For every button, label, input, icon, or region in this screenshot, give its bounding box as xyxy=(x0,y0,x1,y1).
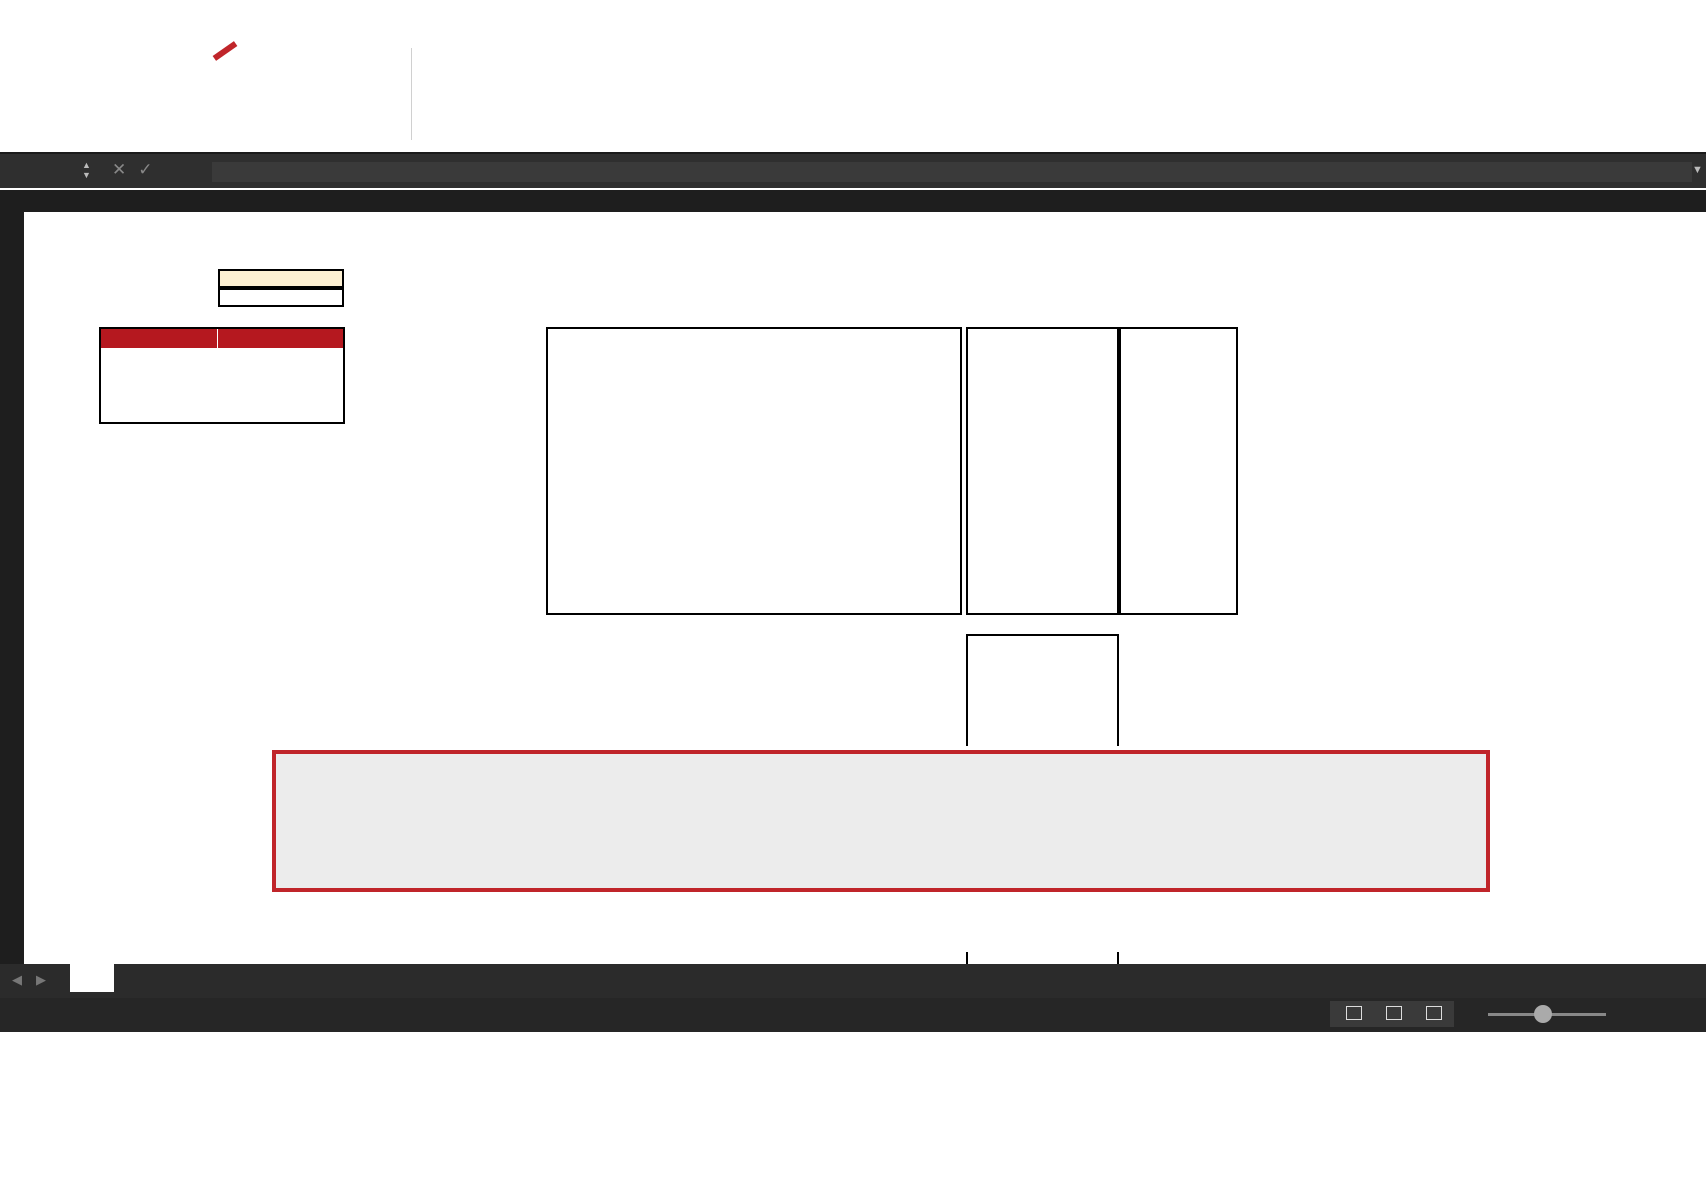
formula-input[interactable] xyxy=(212,162,1692,182)
legend-header-category xyxy=(218,329,343,348)
legend-header-position xyxy=(101,329,217,348)
name-box-stepper-icon[interactable]: ▲ ▼ xyxy=(82,160,91,180)
page-break-view-icon[interactable] xyxy=(1426,1006,1442,1020)
status-bar xyxy=(0,998,1706,1032)
row-headers xyxy=(0,212,24,964)
normal-view-icon[interactable] xyxy=(1346,1006,1362,1020)
category-frame xyxy=(1119,327,1238,615)
select-all-corner[interactable] xyxy=(0,190,24,212)
actor-name-frame xyxy=(966,327,1119,615)
tab-graph-data-company-x[interactable] xyxy=(258,964,302,992)
excel-window xyxy=(0,152,1706,1032)
legend-calculations-swatch xyxy=(218,288,344,307)
main-table-frame xyxy=(546,327,962,615)
formula-bar xyxy=(0,152,1706,188)
header-divider xyxy=(411,48,412,140)
tab-graph-data-market[interactable] xyxy=(70,964,114,992)
cancel-confirm-icons[interactable]: ✕✓ xyxy=(112,160,165,179)
view-buttons xyxy=(1330,1001,1454,1027)
sheet-tabs-bar xyxy=(0,964,1706,998)
legend-editable-swatch xyxy=(218,269,344,288)
formula-expand-icon[interactable]: ▼ xyxy=(1692,164,1703,176)
names-list-1 xyxy=(966,634,1119,746)
zoom-slider-knob[interactable] xyxy=(1534,1005,1552,1023)
page-layout-view-icon[interactable] xyxy=(1386,1006,1402,1020)
callout-box xyxy=(272,750,1490,892)
skyrocket-logo xyxy=(72,40,372,140)
sheet-nav-arrows-icon[interactable]: ◀▶ xyxy=(12,972,60,987)
column-headers xyxy=(0,190,1706,212)
names-list-1-last[interactable] xyxy=(968,952,1117,964)
logo-accent-mark xyxy=(213,41,238,61)
add-sheet-button[interactable] xyxy=(470,964,498,992)
